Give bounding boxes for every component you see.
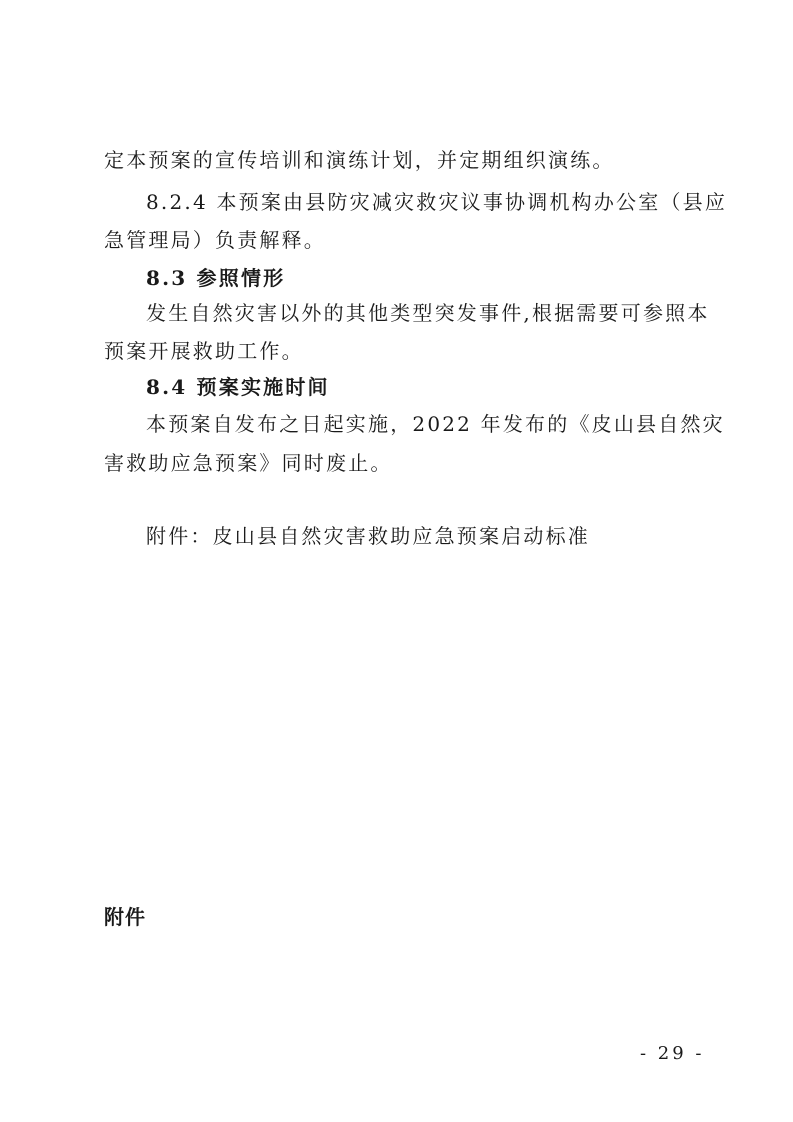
section-8-4-heading: 8.4 预案实施时间 <box>146 375 330 399</box>
section-8-2-4-line-2: 急管理局）负责解释。 <box>104 228 326 252</box>
section-8-4-line-1: 本预案自发布之日起实施，2022 年发布的《皮山县自然灾 <box>146 412 725 436</box>
attachment-heading: 附件 <box>104 905 146 929</box>
attachment-reference: 附件：皮山县自然灾害救助应急预案启动标准 <box>146 524 590 548</box>
section-8-3-heading: 8.3 参照情形 <box>146 266 286 290</box>
section-8-3-line-1: 发生自然灾害以外的其他类型突发事件,根据需要可参照本 <box>146 301 710 325</box>
body-line-1: 定本预案的宣传培训和演练计划，并定期组织演练。 <box>104 148 615 172</box>
page-number: - 29 - <box>640 1043 705 1064</box>
section-8-3-line-2: 预案开展救助工作。 <box>104 339 304 363</box>
section-8-4-line-2: 害救助应急预案》同时废止。 <box>104 451 393 475</box>
section-8-2-4-line-1: 8.2.4 本预案由县防灾减灾救灾议事协调机构办公室（县应 <box>146 190 728 214</box>
